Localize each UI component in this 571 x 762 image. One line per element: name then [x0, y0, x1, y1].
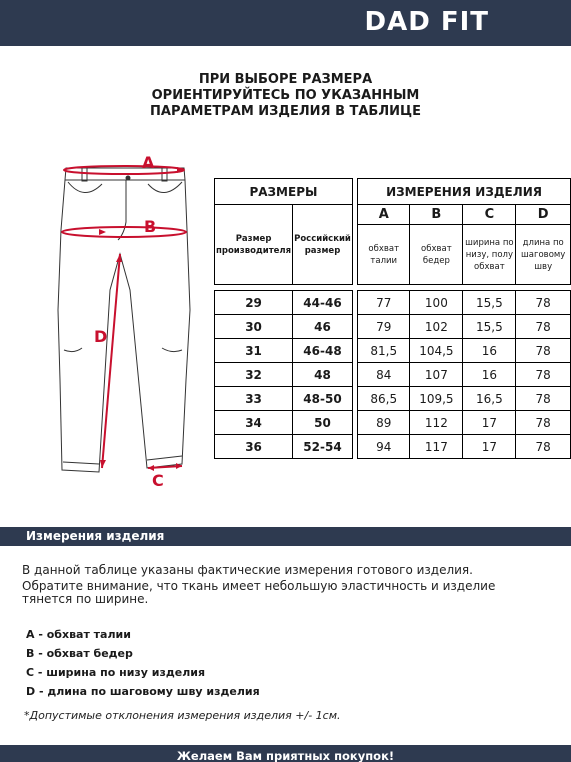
cell-b: 117 [410, 435, 463, 459]
col-sub-d: длина по шаговому шву [516, 225, 571, 285]
cell-ru: 44-46 [293, 291, 353, 315]
table-row [215, 291, 571, 315]
cell-a: 79 [358, 315, 410, 339]
cell-a: 77 [358, 291, 410, 315]
cell-c: 16 [463, 363, 516, 387]
table-row [215, 315, 571, 339]
cell-b: 100 [410, 291, 463, 315]
table-row [215, 411, 571, 435]
top-banner [0, 0, 571, 46]
cell-a: 86,5 [358, 387, 410, 411]
col-sub-c: ширина по низу, полу обхват [463, 225, 516, 285]
button-icon [126, 176, 131, 181]
cell-maker: 33 [215, 387, 293, 411]
col-letter-b: B [410, 205, 463, 225]
cell-d: 78 [516, 363, 571, 387]
cell-ru: 52-54 [293, 435, 353, 459]
hem-line [147, 456, 182, 460]
right-pocket [148, 182, 182, 193]
heading-line: ПАРАМЕТРАМ ИЗДЕЛИЯ В ТАБЛИЦЕ [150, 104, 421, 119]
knee-crease [64, 348, 82, 352]
cell-maker: 31 [215, 339, 293, 363]
cell-d: 78 [516, 291, 571, 315]
cell-maker: 32 [215, 363, 293, 387]
footer-text: Желаем Вам приятных покупок! [176, 749, 395, 762]
section-title: Измерения изделия [26, 529, 165, 543]
legend-item: C - ширина по низу изделия [26, 666, 206, 679]
cell-c: 15,5 [463, 291, 516, 315]
cell-a: 84 [358, 363, 410, 387]
page-heading [0, 72, 571, 120]
jeans-measurement-diagram [44, 150, 204, 490]
legend-item: A - обхват талии [26, 628, 131, 641]
col-maker-size: Размер производителя [215, 205, 293, 285]
cell-ru: 48 [293, 363, 353, 387]
cell-c: 17 [463, 435, 516, 459]
jeans-outline [58, 180, 190, 472]
table-row [215, 387, 571, 411]
cell-maker: 29 [215, 291, 293, 315]
label-d: D [94, 327, 108, 346]
knee-crease [162, 348, 182, 352]
cell-c: 16 [463, 339, 516, 363]
col-sub-b: обхват бедер [410, 225, 463, 285]
cell-ru: 48-50 [293, 387, 353, 411]
arrow-icon [99, 229, 106, 235]
left-pocket [68, 182, 102, 193]
col-letter-a: A [358, 205, 410, 225]
cell-maker: 34 [215, 411, 293, 435]
cell-b: 112 [410, 411, 463, 435]
brand-title: DAD FIT [364, 7, 489, 37]
heading-line: ПРИ ВЫБОРЕ РАЗМЕРА [198, 72, 373, 87]
table-row [215, 339, 571, 363]
cell-d: 78 [516, 387, 571, 411]
cell-b: 104,5 [410, 339, 463, 363]
label-a: A [142, 153, 155, 172]
legend-item: B - обхват бедер [26, 647, 133, 660]
cell-a: 89 [358, 411, 410, 435]
cell-maker: 30 [215, 315, 293, 339]
cell-c: 15,5 [463, 315, 516, 339]
label-c: C [152, 471, 164, 490]
measures-header: ИЗМЕРЕНИЯ ИЗДЕЛИЯ [358, 179, 571, 205]
col-letter-c: C [463, 205, 516, 225]
size-table [214, 178, 571, 459]
cell-d: 78 [516, 315, 571, 339]
cell-ru: 46 [293, 315, 353, 339]
col-sub-a: обхват талии [358, 225, 410, 285]
cell-b: 109,5 [410, 387, 463, 411]
cell-maker: 36 [215, 435, 293, 459]
tolerance-note: *Допустимые отклонения измерения изделия +/- 1см. [24, 709, 341, 722]
col-russian-size: Российский размер [293, 205, 353, 285]
cell-d: 78 [516, 339, 571, 363]
sizes-header: РАЗМЕРЫ [215, 179, 353, 205]
info-paragraph: В данной таблице указаны фактические измерения готового изделия. [22, 563, 473, 577]
cell-b: 107 [410, 363, 463, 387]
section-header [0, 527, 571, 546]
measurement-legend [26, 625, 260, 701]
cell-b: 102 [410, 315, 463, 339]
cell-a: 94 [358, 435, 410, 459]
cell-a: 81,5 [358, 339, 410, 363]
label-b: B [144, 217, 157, 236]
col-letter-d: D [516, 205, 571, 225]
hem-line [63, 462, 99, 464]
cell-d: 78 [516, 411, 571, 435]
table-row [215, 435, 571, 459]
cell-c: 17 [463, 411, 516, 435]
footer-banner [0, 745, 571, 762]
fly-seam [118, 180, 126, 240]
info-paragraph: Обратите внимание, что ткань имеет небольшую эластичность и изделие тянется по ширине. [22, 579, 496, 606]
heading-line: ОРИЕНТИРУЙТЕСЬ ПО УКАЗАННЫМ [151, 88, 420, 103]
cell-ru: 46-48 [293, 339, 353, 363]
cell-ru: 50 [293, 411, 353, 435]
table-row [215, 363, 571, 387]
legend-item: D - длина по шаговому шву изделия [26, 685, 260, 698]
cell-c: 16,5 [463, 387, 516, 411]
cell-d: 78 [516, 435, 571, 459]
